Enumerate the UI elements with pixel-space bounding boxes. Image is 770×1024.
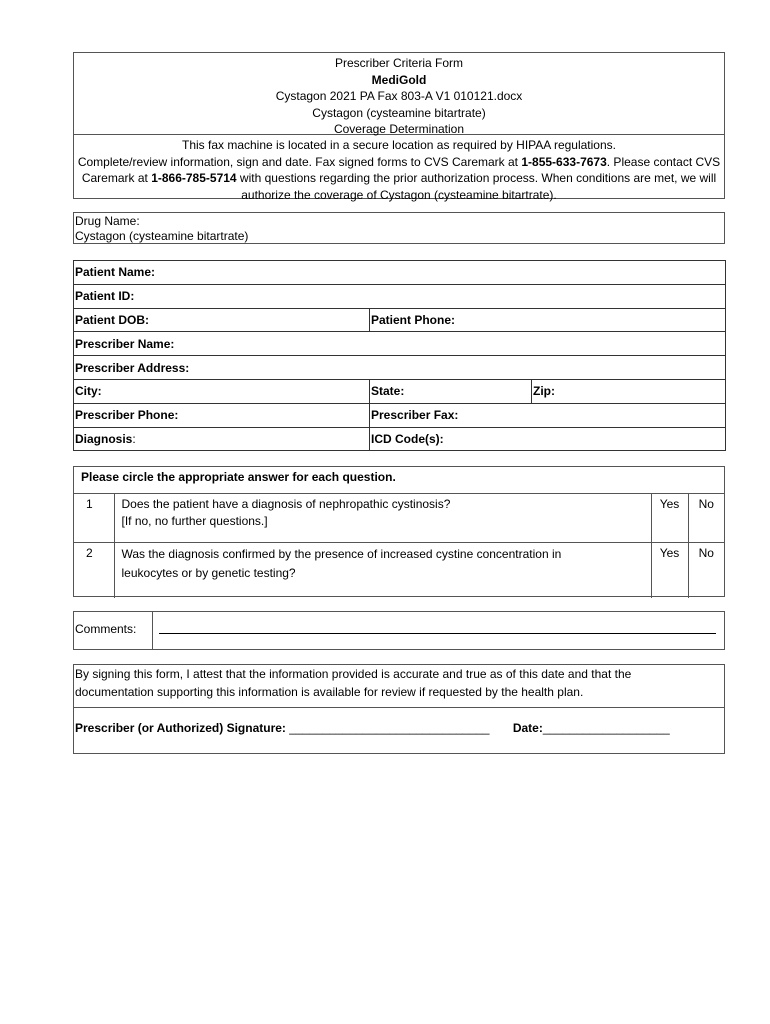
question-text (114, 494, 651, 543)
diagnosis-field[interactable] (74, 427, 370, 451)
question-number: 2 (74, 543, 114, 599)
date-label: Date: (512, 721, 543, 735)
question-line: [If no, no further questions.] (121, 514, 268, 528)
patient-info-table (73, 260, 725, 451)
question-line: Does the patient have a diagnosis of nephropathic cystinosis? (121, 497, 451, 511)
questions-section (73, 466, 725, 597)
state-field[interactable]: State: (370, 379, 532, 403)
city-field[interactable]: City: (74, 379, 370, 403)
question-line: leukocytes or by genetic testing? (121, 566, 296, 580)
yes-option[interactable]: Yes (651, 543, 688, 599)
attestation-line-2: documentation supporting this information is available for review if requested by the health plan. (75, 685, 584, 699)
zip-field[interactable]: Zip: (532, 379, 726, 403)
question-row (74, 494, 724, 543)
plan-name: MediGold (371, 72, 427, 87)
date-line[interactable]: ___________________ (542, 721, 670, 735)
hipaa-notice: This fax machine is located in a secure location as required by HIPAA regulations. (181, 138, 616, 152)
header-title-block (74, 53, 724, 135)
comments-input-line[interactable] (159, 633, 716, 634)
drug-line: Cystagon (cysteamine bitartrate) (312, 105, 486, 120)
fax-number: 1-855-633-7673 (521, 154, 607, 169)
questions-instruction: Please circle the appropriate answer for each question. (74, 467, 724, 494)
form-header (73, 52, 725, 202)
diagnosis-colon: : (132, 431, 136, 446)
notice-text-c: with questions regarding the prior authorization process. When conditions are met, we will authorize the coverage of Cystagon (cysteamine bitartrate). (236, 171, 717, 202)
signature-section (73, 664, 725, 754)
comments-section (73, 611, 725, 650)
drug-name-section (73, 212, 725, 244)
prescriber-name-field[interactable]: Prescriber Name: (74, 332, 726, 356)
icd-code-field[interactable]: ICD Code(s): (370, 427, 726, 451)
phone-number: 1-866-785-5714 (151, 171, 237, 185)
patient-id-field[interactable]: Patient ID: (74, 284, 726, 308)
header-notice (74, 135, 724, 203)
attestation-text (74, 665, 724, 708)
prescriber-phone-field[interactable]: Prescriber Phone: (74, 403, 370, 427)
patient-name-field[interactable]: Patient Name: (74, 261, 726, 285)
question-text (114, 543, 651, 599)
question-line: Was the diagnosis confirmed by the presence of increased cystine concentration in (121, 547, 562, 561)
form-title: Prescriber Criteria Form (334, 56, 463, 70)
instructions-notice (76, 154, 722, 204)
patient-dob-field[interactable]: Patient DOB: (74, 308, 370, 332)
signature-label: Prescriber (or Authorized) Signature: (75, 721, 290, 735)
patient-phone-field[interactable]: Patient Phone: (370, 308, 726, 332)
comments-label: Comments: (74, 612, 153, 649)
notice-text-b: . Please contact CVS Caremark at (81, 154, 721, 185)
prescriber-fax-field[interactable]: Prescriber Fax: (370, 403, 726, 427)
diagnosis-label: Diagnosis (75, 431, 133, 446)
no-option[interactable]: No (688, 494, 724, 543)
no-option[interactable]: No (698, 546, 714, 560)
question-number: 1 (74, 494, 114, 543)
prescriber-address-field[interactable]: Prescriber Address: (74, 356, 726, 380)
notice-text-a: Complete/review information, sign and date. Fax signed forms to CVS Caremark at (77, 154, 522, 169)
drug-name-label: Drug Name: (75, 214, 140, 228)
determination-type: Coverage Determination (333, 122, 465, 136)
signature-line[interactable]: ______________________________ (289, 721, 490, 735)
yes-option[interactable]: Yes (651, 494, 688, 543)
document-name: Cystagon 2021 PA Fax 803-A V1 010121.docx (275, 89, 523, 103)
drug-name-value: Cystagon (cysteamine bitartrate) (75, 229, 249, 243)
signature-row (74, 708, 724, 735)
attestation-line-1: By signing this form, I attest that the information provided is accurate and true as of this date and that the (75, 667, 632, 681)
question-row (74, 543, 724, 599)
